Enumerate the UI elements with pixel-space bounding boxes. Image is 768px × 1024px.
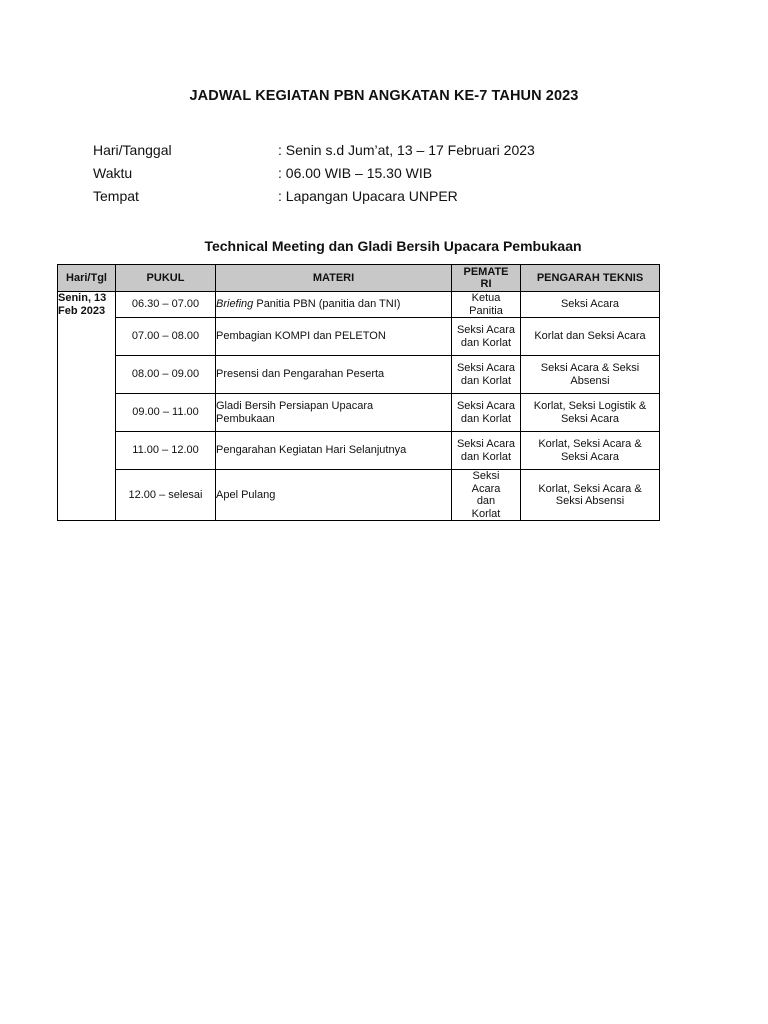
- materi-text: Panitia PBN (panitia dan TNI): [253, 298, 401, 311]
- pengarah-cell: Korlat, Seksi Acara & Seksi Absensi: [521, 470, 660, 521]
- pemateri-cell: Seksi Acara dan Korlat: [452, 432, 521, 470]
- table-row: [58, 432, 660, 470]
- table-row: [58, 318, 660, 356]
- column-header-materi: MATERI: [216, 265, 452, 292]
- time-cell: 11.00 – 12.00: [116, 432, 216, 470]
- info-label: Waktu: [93, 165, 133, 181]
- column-header-time: PUKUL: [116, 265, 216, 292]
- time-cell: 08.00 – 09.00: [116, 356, 216, 394]
- column-header-pengarah: PENGARAH TEKNIS: [521, 265, 660, 292]
- day-cell: Senin, 13 Feb 2023: [58, 292, 116, 521]
- pengarah-cell: Seksi Acara: [521, 292, 660, 318]
- document-title: JADWAL KEGIATAN PBN ANGKATAN KE-7 TAHUN 2023: [189, 88, 579, 104]
- time-cell: 12.00 – selesai: [116, 470, 216, 521]
- time-cell: 07.00 – 08.00: [116, 318, 216, 356]
- column-header-pemateri: PEMATE RI: [452, 265, 521, 292]
- table-row: [58, 292, 660, 318]
- materi-cell: [216, 292, 452, 318]
- schedule-table: [57, 264, 660, 521]
- materi-cell: Gladi Bersih Persiapan Upacara Pembukaan: [216, 394, 452, 432]
- table-header-row: [58, 265, 660, 292]
- info-value: : Lapangan Upacara UNPER: [278, 188, 458, 204]
- materi-cell: Apel Pulang: [216, 470, 452, 521]
- table-row: [58, 470, 660, 521]
- info-label: Tempat: [93, 188, 139, 204]
- pemateri-cell: Seksi Acara dan Korlat: [452, 356, 521, 394]
- pemateri-cell: Seksi Acara dan Korlat: [452, 470, 521, 521]
- info-value: : Senin s.d Jum’at, 13 – 17 Februari 2023: [278, 142, 535, 158]
- pengarah-cell: Seksi Acara & Seksi Absensi: [521, 356, 660, 394]
- materi-cell: Pembagian KOMPI dan PELETON: [216, 318, 452, 356]
- pengarah-cell: Korlat, Seksi Logistik & Seksi Acara: [521, 394, 660, 432]
- materi-italic: Briefing: [216, 298, 254, 311]
- info-label: Hari/Tanggal: [93, 142, 172, 158]
- info-value: : 06.00 WIB – 15.30 WIB: [278, 165, 433, 181]
- pengarah-cell: Korlat dan Seksi Acara: [521, 318, 660, 356]
- section-subtitle: Technical Meeting dan Gladi Bersih Upacara Pembukaan: [204, 238, 582, 254]
- column-header-day: Hari/Tgl: [58, 265, 116, 292]
- materi-cell: Pengarahan Kegiatan Hari Selanjutnya: [216, 432, 452, 470]
- pemateri-cell: Ketua Panitia: [452, 292, 521, 318]
- materi-cell: Presensi dan Pengarahan Peserta: [216, 356, 452, 394]
- time-cell: 06.30 – 07.00: [116, 292, 216, 318]
- table-row: [58, 356, 660, 394]
- table-row: [58, 394, 660, 432]
- pengarah-cell: Korlat, Seksi Acara & Seksi Acara: [521, 432, 660, 470]
- pemateri-cell: Seksi Acara dan Korlat: [452, 318, 521, 356]
- pemateri-cell: Seksi Acara dan Korlat: [452, 394, 521, 432]
- time-cell: 09.00 – 11.00: [116, 394, 216, 432]
